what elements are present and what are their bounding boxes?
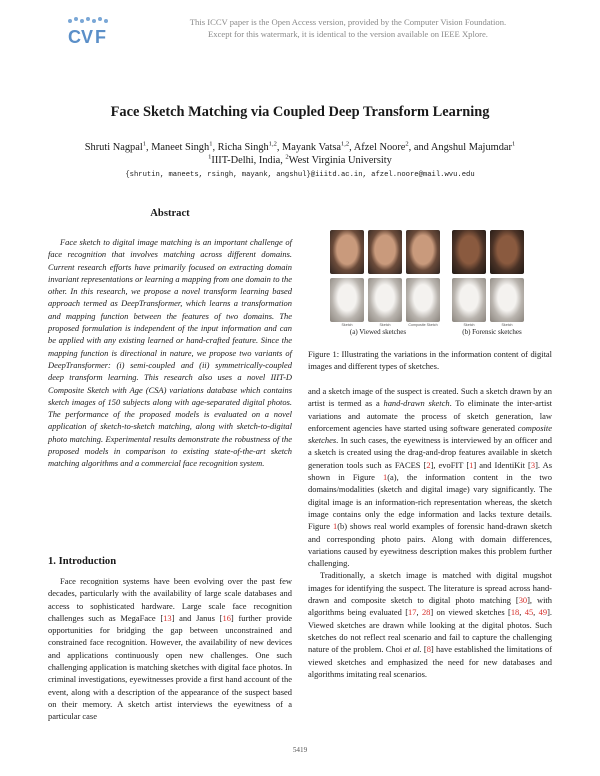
citation-link[interactable]: 18 <box>510 607 520 618</box>
text-run: and a sketch image of the suspect is created. Such a sketch drawn by an artist is termed as a <box>308 386 552 409</box>
affiliations <box>40 154 560 167</box>
text-run: ], with algorithms being evaluated [ <box>308 595 552 618</box>
figure-1-caption: Figure 1: Illustrating the variations in the information content of digital images and different types of sketches. <box>308 349 552 372</box>
text-run: ]. As shown in Figure <box>308 459 552 483</box>
author-3: , Richa Singh <box>212 142 269 153</box>
face-photo-image <box>368 230 402 274</box>
author-emails: {shrutin, maneets, rsingh, mayank, angshul}@iiitd.ac.in, afzel.noore@mail.wvu.edu <box>125 171 475 179</box>
svg-text:C: C <box>68 27 81 46</box>
text-run: . To eliminate the inter-artist variations and automate the process of sketch generation, law enforcement agencies have started using software generated <box>308 398 552 433</box>
text-run: [ <box>421 644 427 655</box>
face-sketch-image <box>406 278 440 322</box>
forensic-sketch-image <box>490 278 524 322</box>
author-2: , Maneet Singh <box>146 142 210 153</box>
author-1: Shruti Nagpal <box>84 142 143 153</box>
page-number: 5419 <box>292 746 308 754</box>
right-column-body <box>308 385 552 680</box>
face-photo-image <box>330 230 364 274</box>
citation-link[interactable]: 13 <box>163 612 172 623</box>
author-3-affil: 1,2 <box>268 140 277 148</box>
affil-1-mark: 1 <box>208 153 212 161</box>
citation-link[interactable]: 17 <box>408 607 417 618</box>
abstract-body <box>48 236 292 470</box>
cvf-banner <box>66 14 586 48</box>
thumb-label: Composite Sketch <box>408 323 438 327</box>
svg-text:F: F <box>95 27 106 46</box>
svg-text:V: V <box>81 27 94 46</box>
abstract-heading: Abstract <box>150 208 190 219</box>
text-run: , <box>519 607 525 618</box>
author-4-affil: 1,2 <box>341 140 350 148</box>
right-paragraph-2 <box>308 569 552 680</box>
author-list <box>40 141 560 167</box>
text-run: ] have established the limitations of viewed sketches and emphasized the need for new databases and algorithms imitating real scenarios. <box>308 644 553 679</box>
emphasis: hand-drawn sketch <box>383 398 450 409</box>
text-run: ]. Viewed sketches are drawn while looking at the digital photos. Such sketches do not reflect real scenario and fail to capture the challenging nature of the problem. Choi <box>308 607 552 655</box>
citation-link[interactable]: 45 <box>524 607 534 618</box>
figure-ref-link[interactable]: 1 <box>383 472 388 483</box>
text-run: ] further provide opportunities for bridging the gap between unconstrained and constrained face recognition. However, the availability of new devices and applications continuously open new challenges. One such challenging application is matching sketches with digital face photos. In criminal investigations, eyewitnesses provide a first hand account of the event, along with a description of the appearance of the suspect based on their memory. A sketch artist interviews the eyewitness of a particular case <box>48 612 292 722</box>
affil-2-mark: 2 <box>285 153 289 161</box>
citation-link[interactable]: 3 <box>530 459 536 470</box>
affil-1: IIIT-Delhi, India, <box>211 155 286 166</box>
citation-link[interactable]: 2 <box>426 459 431 470</box>
text-run: ] on viewed sketches [ <box>430 607 511 618</box>
cvf-logo <box>66 16 112 46</box>
banner-line-1: This ICCV paper is the Open Access version, provided by the Computer Vision Foundation. <box>189 17 507 27</box>
text-run: ] and IdentiKit [ <box>473 459 531 470</box>
forensic-photo-image <box>452 230 486 274</box>
author-5-affil: 2 <box>405 140 409 148</box>
emphasis: et al. <box>404 644 422 655</box>
figure-1b-caption: (b) Forensic sketches <box>462 328 522 336</box>
author-1-affil: 1 <box>142 140 146 148</box>
thumb-label: Sketch <box>379 323 391 327</box>
text-run: (b) shows real world examples of forensic hand-drawn sketch and corresponding photo pairs. Along with domain differences, variations caused by eyewitness description makes this problem further challenging. <box>308 521 552 569</box>
text-run: (a), the information content in the two domains/modalities (sketch and digital image) vary significantly. The digital image is an information-rich representation whereas, the sketch image contains only the edge information and lacks texture details. Figure <box>308 472 552 532</box>
text-run: ], evoFIT [ <box>430 459 470 470</box>
face-photo-image <box>406 230 440 274</box>
text-run: , <box>533 607 539 618</box>
forensic-photo-image <box>490 230 524 274</box>
citation-link[interactable]: 28 <box>421 607 431 618</box>
text-run: . In such cases, the eyewitness is interviewed by an officer and a sketch is created using the drag-and-drop features available in sketch generation tools such as FACES [ <box>308 435 552 470</box>
figure-ref-link[interactable]: 1 <box>332 521 338 532</box>
forensic-sketch-image <box>452 278 486 322</box>
text-run: Face recognition systems have been evolving over the past few decades, particularly with the availability of large scale databases and access to sophisticated hardware. Large scale face recognition challenges such as MegaFace [ <box>48 576 292 623</box>
author-4: , Mayank Vatsa <box>276 142 342 153</box>
text-run: Traditionally, a sketch image is matched with digital mugshot images for identifying the suspect. The literature is spread across hand-drawn and composite sketch to digital photo matching [ <box>308 570 552 606</box>
banner-line-2: Except for this watermark, it is identical to the version available on IEEE Xplore. <box>208 29 488 39</box>
text-run: , <box>416 607 422 618</box>
paper-title: Face Sketch Matching via Coupled Deep Transform Learning <box>110 104 490 120</box>
author-6: , and Angshul Majumdar <box>408 142 512 153</box>
citation-link[interactable]: 30 <box>518 595 528 606</box>
figure-1 <box>308 230 552 342</box>
thumb-label: Sketch <box>341 323 353 327</box>
citation-link[interactable]: 49 <box>538 607 548 618</box>
emphasis: composite sketches <box>308 422 552 446</box>
right-paragraph-1 <box>308 385 552 569</box>
face-sketch-image <box>368 278 402 322</box>
face-sketch-image <box>330 278 364 322</box>
section-heading-introduction: 1. Introduction <box>48 556 117 567</box>
citation-link[interactable]: 1 <box>469 459 474 470</box>
author-2-affil: 1 <box>209 140 213 148</box>
citation-link[interactable]: 16 <box>222 612 231 623</box>
introduction-body <box>48 575 292 723</box>
banner-text <box>128 16 568 40</box>
affil-2: West Virginia University <box>288 155 392 166</box>
author-5: , Afzel Noore <box>349 142 406 153</box>
author-names <box>40 141 560 154</box>
figure-1a-caption: (a) Viewed sketches <box>349 328 407 336</box>
intro-paragraph-1 <box>48 575 292 723</box>
thumb-label: Sketch <box>501 323 513 327</box>
abstract-text: Face sketch to digital image matching is an important challenge of face recognition that involves matching across different domains. Current research efforts have primarily focused on extracting domain invariant representations or learning a mapping from one domain to the other. In this research, we propose a novel transform learning based approach termed as DeepTransformer, which learns a transformation and mapping function between the features of two domains. The proposed formulation is independent of the input information and can be applied with any existing learned or hand-crafted feature. Since the mapping function is directional in nature, we propose two variants of DeepTransformer: (i) semi-coupled and (ii) symmetrically-coupled deep transform learning. This research also uses a novel IIIT-D Composite Sketch with Age (CSA) variations database which contains sketch images of 150 subjects along with age-separated digital photos. The performance of the proposed models is evaluated on a novel application of sketch-to-sketch matching, along with sketch-to-digital photo matching. Experimental results demonstrate the robustness of the proposed models in comparison to existing state-of-the-art sketch matching algorithms and a commercial face recognition system. <box>48 237 292 469</box>
author-6-affil: 1 <box>512 140 516 148</box>
thumb-label: Sketch <box>463 323 475 327</box>
text-run: ] and Janus [ <box>171 612 223 623</box>
citation-link[interactable]: 8 <box>426 644 431 655</box>
